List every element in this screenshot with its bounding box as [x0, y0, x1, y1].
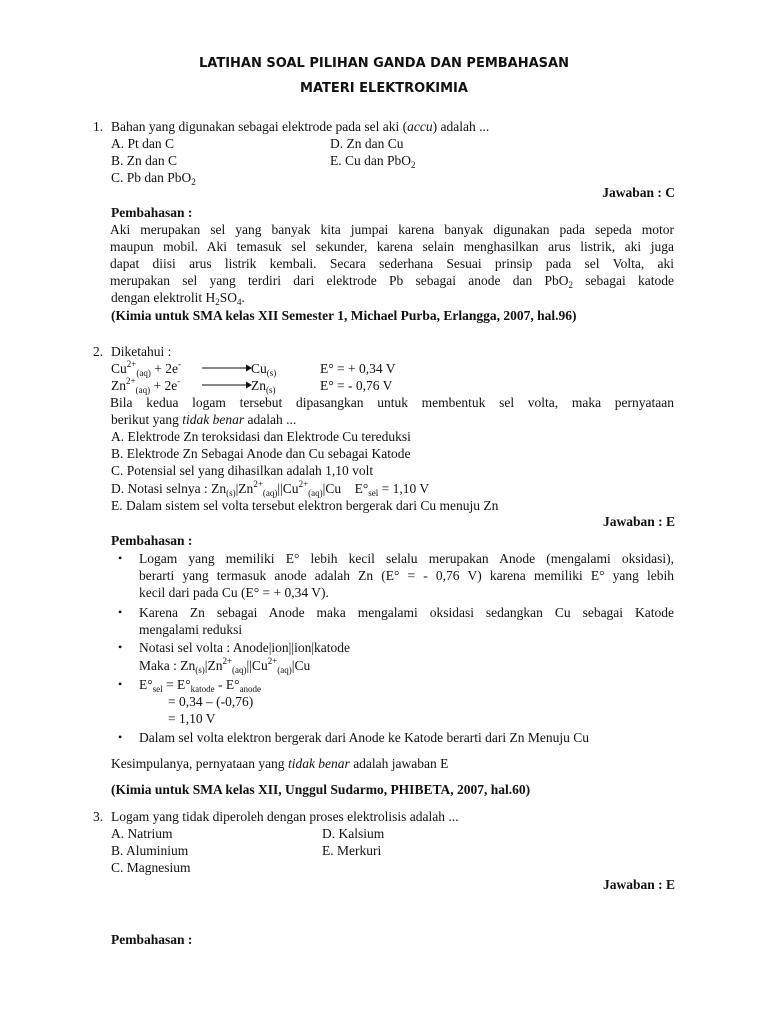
question-text: Logam yang tidak diperoleh dengan proses elektrolisis adalah ... — [111, 809, 459, 824]
option-e: E. Cu dan PbO$_2$ — [330, 153, 416, 170]
discussion-line: = 1,10 V — [168, 711, 216, 726]
option-c: C. Pb dan PbO$_2$ — [111, 170, 196, 187]
question-intro: Diketahui : — [111, 344, 172, 359]
discussion-line: $E^\circ_{sel} = E^\circ_{katode} - E^\circ_{anode}$ — [139, 677, 262, 694]
discussion-label: Pembahasan : — [111, 533, 193, 548]
question-number: 1. — [93, 119, 104, 134]
question-number: 3. — [93, 809, 104, 824]
reference: (Kimia untuk SMA kelas XII, Unggul Sudarmo, PHIBETA, 2007, hal.60) — [111, 782, 531, 797]
reaction-arrow-icon — [202, 362, 252, 374]
discussion-line: Aki merupakan sel yang banyak kita jumpai karena banyak digunakan pada sepeda motor — [110, 222, 674, 237]
answer-key: Jawaban : E — [602, 877, 675, 892]
option-d: D. Kalsium — [322, 826, 385, 841]
question-text: Bahan yang digunakan sebagai elektrode pada sel aki (accu) adalah ... — [111, 119, 490, 134]
discussion-line: Notasi sel volta : Anode|ion||ion|katode — [139, 640, 351, 655]
discussion-line: berarti yang termasuk anode adalah Zn (E° = - 0,76 V) karena memiliki E° yang lebih — [139, 568, 674, 583]
option-c: C. Magnesium — [111, 860, 191, 875]
option-d: D. Notasi selnya : $Zn_{(s)}|Zn^{2+}_{(aq)}||Cu^{2+}_{(aq)}|Cu$ $E^\circ_{sel} = 1,10$ V — [111, 479, 430, 498]
option-c: C. Potensial sel yang dihasilkan adalah 1,10 volt — [111, 463, 374, 478]
discussion-line: maupun mobil. Aki temasuk sel sekunder, karena selain menghasilkan arus listrik, aki juga — [110, 239, 674, 254]
option-e: E. Merkuri — [322, 843, 382, 858]
reaction-cu-reactant: $Cu^{2+}_{(aq)} + 2e^-$ — [111, 359, 181, 378]
option-a: A. Elektrode Zn teroksidasi dan Elektrode Cu tereduksi — [111, 429, 411, 444]
discussion-line: merupakan sel yang terdiri dari elektrode Pb sebagai anode dan PbO$_2$ sebagai katode — [110, 273, 674, 290]
discussion-line: Logam yang memiliki E° lebih kecil selalu merupakan Anode (mengalami oksidasi), — [139, 551, 674, 566]
document-title: LATIHAN SOAL PILIHAN GANDA DAN PEMBAHASAN — [199, 56, 569, 71]
discussion-line: mengalami reduksi — [139, 622, 243, 637]
discussion-line: kecil dari pada Cu (E° = + 0,34 V). — [139, 585, 329, 600]
option-a: A. Natrium — [111, 826, 173, 841]
answer-key: Jawaban : E — [602, 514, 675, 529]
reaction-cu-product: $Cu_{(s)}$ — [251, 361, 277, 378]
answer-key: Jawaban : C — [602, 185, 675, 200]
option-b: B. Aluminium — [111, 843, 189, 858]
reaction-cu-potential: E° = + 0,34 V — [320, 361, 396, 376]
option-b: B. Zn dan C — [111, 153, 177, 168]
reaction-zn-potential: E° = - 0,76 V — [320, 378, 393, 393]
question-number: 2. — [93, 344, 104, 359]
document-subtitle: MATERI ELEKTROKIMIA — [300, 81, 468, 96]
discussion-label: Pembahasan : — [111, 932, 193, 947]
discussion-line: Dalam sel volta elektron bergerak dari Anode ke Katode berarti dari Zn Menuju Cu — [139, 730, 589, 745]
bullet-icon: • — [118, 640, 123, 654]
discussion-line: dapat diisi arus listrik kembali. Secara sederhana Sesuai prinsip pada sel Volta, aki — [110, 256, 674, 271]
discussion-line: = 0,34 – (-0,76) — [168, 694, 254, 709]
bullet-icon: • — [118, 730, 123, 744]
question-text: Bila kedua logam tersebut dipasangkan untuk membentuk sel volta, maka pernyataan — [110, 395, 674, 410]
reference: (Kimia untuk SMA kelas XII Semester 1, Michael Purba, Erlangga, 2007, hal.96) — [111, 308, 577, 323]
conclusion: Kesimpulanya, pernyataan yang tidak benar adalah jawaban E — [111, 756, 449, 771]
option-d: D. Zn dan Cu — [330, 136, 404, 151]
reaction-arrow-icon — [202, 379, 252, 391]
bullet-icon: • — [118, 551, 123, 565]
discussion-line: Maka : $Zn_{(s)}|Zn^{2+}_{(aq)}||Cu^{2+}_{(aq)}|Cu$ — [139, 656, 311, 675]
reaction-zn-reactant: $Zn^{2+}_{(aq)} + 2e^-$ — [111, 376, 181, 395]
bullet-icon: • — [118, 605, 123, 619]
discussion-line: dengan elektrolit $H_2SO_4$. — [111, 290, 245, 307]
question-text: berikut yang tidak benar adalah ... — [111, 412, 297, 427]
reaction-zn-product: $Zn_{(s)}$ — [251, 378, 276, 395]
discussion-line: Karena Zn sebagai Anode maka mengalami oksidasi sedangkan Cu sebagai Katode — [139, 605, 674, 620]
discussion-label: Pembahasan : — [111, 205, 193, 220]
option-b: B. Elektrode Zn Sebagai Anode dan Cu sebagai Katode — [111, 446, 411, 461]
option-e: E. Dalam sistem sel volta tersebut elektron bergerak dari Cu menuju Zn — [111, 498, 499, 513]
option-a: A. Pt dan C — [111, 136, 175, 151]
bullet-icon: • — [118, 677, 123, 691]
